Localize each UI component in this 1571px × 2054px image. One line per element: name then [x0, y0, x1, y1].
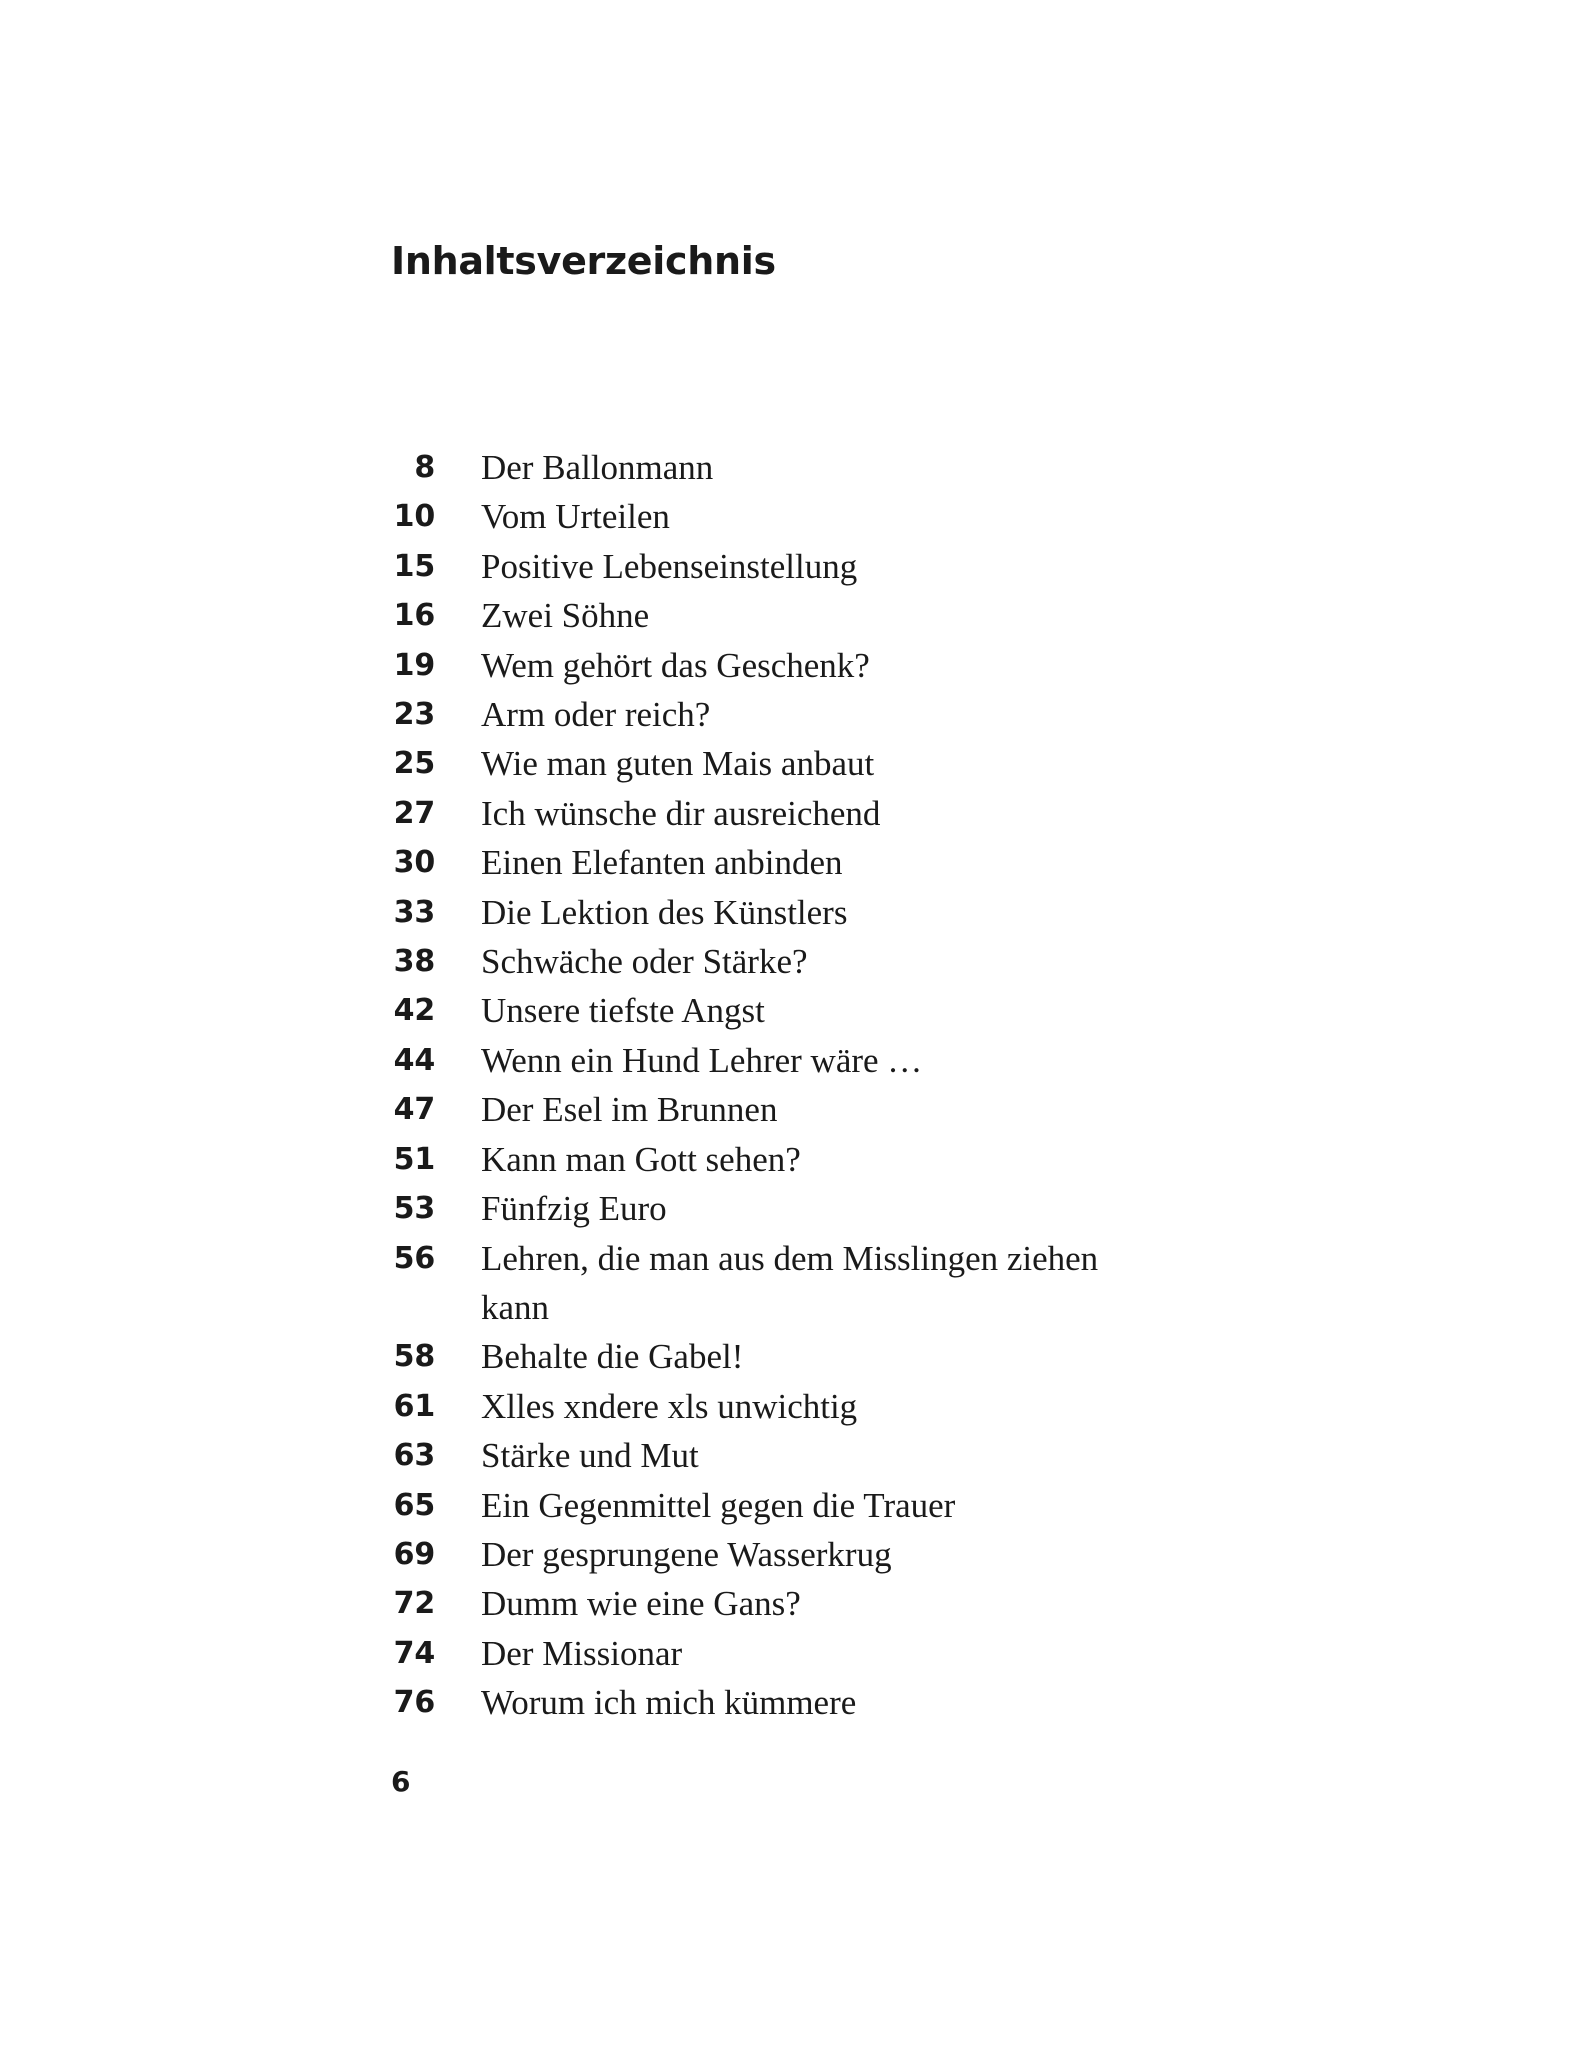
- toc-entry-title: Worum ich mich kümmere: [481, 1683, 857, 1723]
- toc-entry: [388, 1332, 1148, 1381]
- toc-entry-title: Kann man Gott sehen?: [481, 1139, 801, 1179]
- table-of-contents: [388, 443, 1148, 1728]
- toc-entry: [388, 591, 1148, 640]
- toc-entry-title: Vom Urteilen: [481, 497, 670, 537]
- toc-entry-title: Behalte die Gabel!: [481, 1337, 744, 1377]
- toc-entry: [388, 641, 1148, 690]
- page-number: 6: [391, 1765, 411, 1798]
- toc-entry: [388, 838, 1148, 887]
- toc-entry-page-number: 61: [393, 1388, 435, 1424]
- toc-entry-title: Arm oder reich?: [481, 695, 711, 735]
- toc-entry-title: Wem gehört das Geschenk?: [481, 645, 870, 685]
- toc-entry: [388, 1629, 1148, 1678]
- toc-entry-title: Der gesprungene Wasserkrug: [481, 1534, 892, 1574]
- toc-entry-title: Der Missionar: [481, 1633, 683, 1673]
- toc-entry: [388, 443, 1148, 492]
- toc-entry: [388, 1678, 1148, 1727]
- toc-entry-title: Der Ballonmann: [481, 448, 714, 487]
- toc-entry: [388, 739, 1148, 788]
- toc-entry-page-number: 42: [393, 993, 435, 1029]
- toc-entry: [388, 542, 1148, 591]
- toc-entry: [388, 1481, 1148, 1530]
- toc-entry-title: Wie man guten Mais anbaut: [481, 744, 875, 784]
- toc-entry-title: Ich wünsche dir ausreichend: [481, 793, 881, 833]
- toc-entry-page-number: 69: [393, 1536, 435, 1572]
- page-title: Inhaltsverzeichnis: [391, 239, 776, 283]
- toc-entry: [388, 937, 1148, 986]
- toc-entry-page-number: 27: [393, 795, 435, 831]
- toc-entry-title: Dumm wie eine Gans?: [481, 1584, 801, 1624]
- toc-entry-title: Unsere tiefste Angst: [481, 991, 765, 1031]
- toc-entry-title: Zwei Söhne: [481, 596, 650, 636]
- toc-entry-page-number: 15: [393, 548, 435, 584]
- toc-entry-page-number: 30: [393, 845, 435, 881]
- toc-entry-page-number: 47: [393, 1092, 435, 1128]
- toc-entry: [388, 492, 1148, 541]
- toc-entry-page-number: 33: [393, 894, 435, 930]
- toc-entry: [388, 690, 1148, 739]
- toc-entry: [388, 1530, 1148, 1579]
- toc-entry-page-number: 19: [393, 647, 435, 683]
- toc-entry-title: Stärke und Mut: [481, 1436, 699, 1476]
- toc-entry-page-number: 23: [393, 697, 435, 733]
- toc-entry-page-number: 74: [393, 1635, 435, 1671]
- toc-entry: [388, 986, 1148, 1035]
- toc-entry-page-number: 10: [393, 499, 435, 535]
- toc-entry-page-number: 58: [393, 1339, 435, 1375]
- toc-entry: [388, 1184, 1148, 1233]
- toc-entry-page-number: 63: [393, 1438, 435, 1474]
- toc-entry-page-number: 44: [393, 1042, 435, 1078]
- toc-entry-title: Schwäche oder Stärke?: [481, 942, 808, 982]
- toc-entry-page-number: 72: [393, 1586, 435, 1622]
- toc-entry: [388, 1085, 1148, 1134]
- toc-entry: [388, 1135, 1148, 1184]
- toc-entry-page-number: 76: [393, 1685, 435, 1721]
- toc-entry-page-number: 56: [393, 1240, 435, 1276]
- toc-entry: [388, 1036, 1148, 1085]
- toc-entry-title: Einen Elefanten anbinden: [481, 843, 843, 883]
- toc-entry-title: Fünfzig Euro: [481, 1189, 667, 1229]
- toc-entry-page-number: 51: [393, 1141, 435, 1177]
- toc-entry-page-number: 53: [393, 1191, 435, 1227]
- toc-entry-title: Die Lektion des Künstlers: [481, 892, 848, 932]
- toc-entry-title: Xlles xndere xls unwichtig: [481, 1386, 858, 1426]
- toc-entry-page-number: 16: [393, 598, 435, 634]
- toc-entry: [388, 888, 1148, 937]
- toc-entry-title: Wenn ein Hund Lehrer wäre …: [481, 1040, 923, 1080]
- toc-entry-page-number: 65: [393, 1487, 435, 1523]
- toc-entry-title: Der Esel im Brunnen: [481, 1090, 778, 1130]
- toc-entry: [388, 1579, 1148, 1628]
- toc-entry: [388, 789, 1148, 838]
- toc-entry: [388, 1382, 1148, 1431]
- toc-entry-page-number: 8: [414, 450, 435, 485]
- toc-entry-page-number: 38: [393, 944, 435, 980]
- toc-entry-title: Lehren, die man aus dem Misslingen ziehen kann: [481, 1238, 1099, 1327]
- toc-entry-title: Ein Gegenmittel gegen die Trauer: [481, 1485, 956, 1525]
- toc-entry: [388, 1234, 1148, 1333]
- toc-entry: [388, 1431, 1148, 1480]
- toc-entry-page-number: 25: [393, 746, 435, 782]
- toc-entry-title: Positive Lebenseinstellung: [481, 546, 858, 586]
